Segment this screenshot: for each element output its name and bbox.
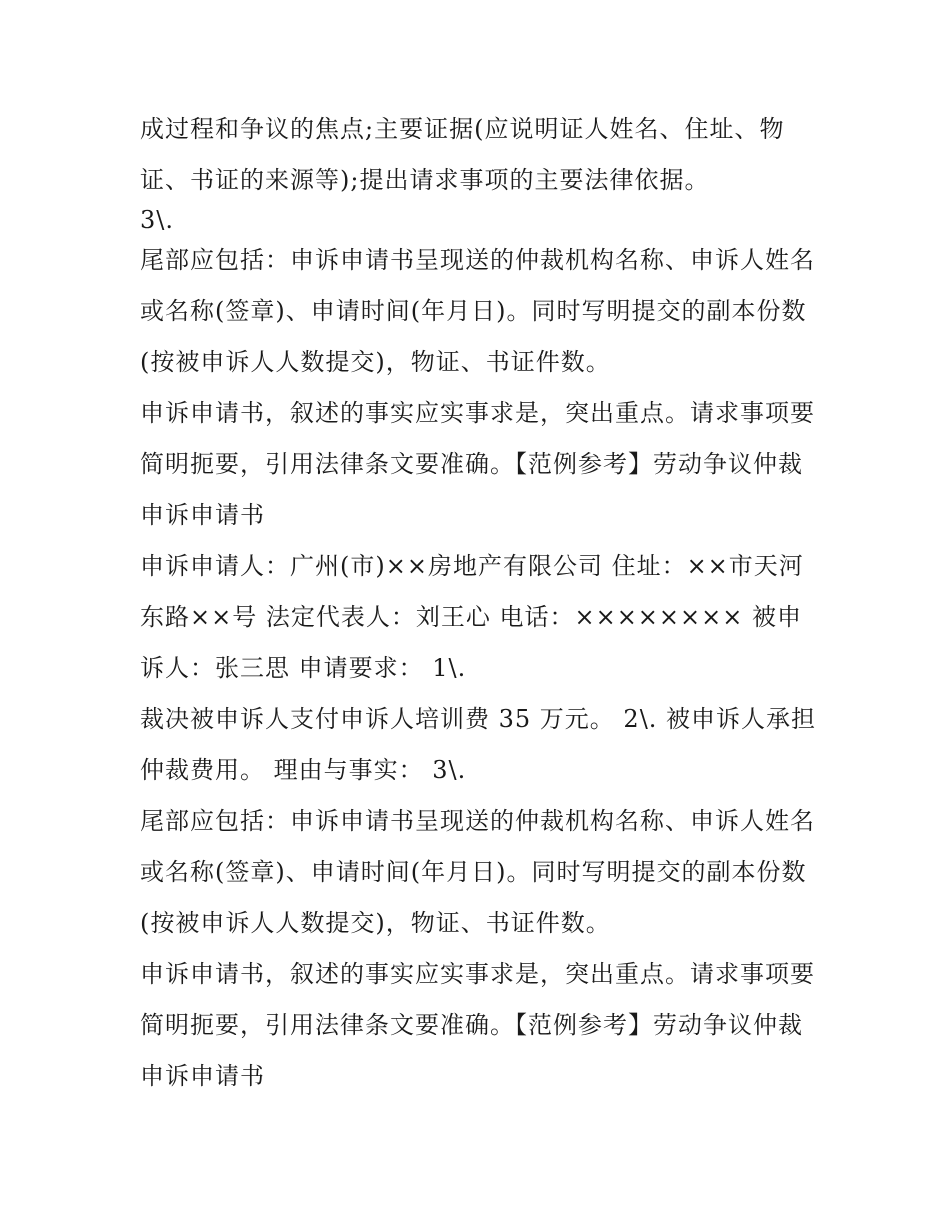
document-body (140, 104, 820, 1102)
paragraph-number-3: 3\. (140, 206, 174, 234)
paragraph-ending-requirements-repeat: 尾部应包括：申诉申请书呈现送的仲裁机构名称、申诉人姓名或名称(签章)、申请时间(年月日)。同时写明提交的副本份数(按被申诉人人数提交)，物证、书证件数。 (140, 807, 815, 937)
paragraph-writing-notes: 申诉申请书，叙述的事实应实事求是，突出重点。请求事项要简明扼要，引用法律条文要准确。【范例参考】劳动争议仲裁申诉申请书 (140, 399, 815, 529)
paragraph-applicant-info: 申诉申请人：广州(市)××房地产有限公司 住址：××市天河东路××号 法定代表人：刘王心 电话：×××××××× 被申诉人：张三思 申请要求： 1\. (140, 552, 804, 682)
paragraph-claims: 裁决被申诉人支付申诉人培训费 35 万元。 2\. 被申诉人承担仲裁费用。 理由与事实： 3\. (140, 705, 817, 784)
paragraph-writing-notes-repeat: 申诉申请书，叙述的事实应实事求是，突出重点。请求事项要简明扼要，引用法律条文要准确。【范例参考】劳动争议仲裁申诉申请书 (140, 960, 815, 1090)
paragraph-evidence: 成过程和争议的焦点;主要证据(应说明证人姓名、住址、物证、书证的来源等);提出请求事项的主要法律依据。 (140, 115, 785, 194)
paragraph-ending-requirements: 尾部应包括：申诉申请书呈现送的仲裁机构名称、申诉人姓名或名称(签章)、申请时间(年月日)。同时写明提交的副本份数(按被申诉人人数提交)，物证、书证件数。 (140, 246, 815, 376)
